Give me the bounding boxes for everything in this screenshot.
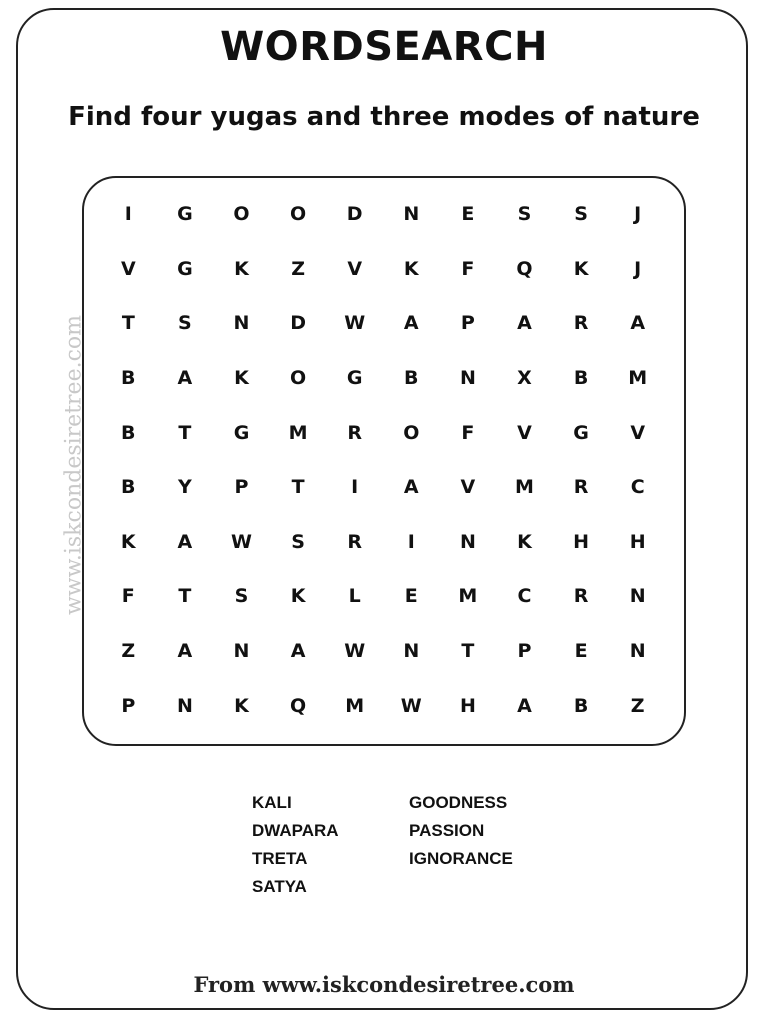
grid-cell-r10-c10[interactable]: Z: [630, 694, 645, 717]
watermark-text: www.iskcondesiretree.com: [61, 314, 87, 616]
footer-credit: From www.iskcondesiretree.com: [193, 972, 575, 997]
grid-cell-r7-c8[interactable]: K: [517, 530, 532, 553]
letter-grid: [100, 187, 666, 733]
grid-cell-r4-c8[interactable]: X: [517, 367, 532, 390]
grid-cell-r2-c3[interactable]: K: [234, 257, 249, 280]
grid-cell-r4-c9[interactable]: B: [573, 367, 589, 390]
grid-cell-r5-c4[interactable]: M: [288, 421, 308, 444]
grid-cell-r10-c3[interactable]: K: [234, 694, 249, 717]
grid-cell-r8-c1[interactable]: F: [121, 585, 135, 608]
grid-cell-r3-c2[interactable]: S: [178, 312, 192, 335]
grid-cell-r7-c10[interactable]: H: [629, 530, 646, 553]
grid-cell-r8-c5[interactable]: L: [348, 585, 361, 608]
grid-cell-r5-c6[interactable]: O: [403, 421, 420, 444]
grid-cell-r7-c1[interactable]: K: [120, 530, 136, 553]
grid-cell-r5-c10[interactable]: V: [630, 421, 646, 444]
grid-cell-r5-c9[interactable]: G: [573, 421, 589, 444]
word-list-item: GOODNESS: [409, 793, 508, 812]
grid-cell-r4-c10[interactable]: M: [628, 367, 648, 390]
grid-cell-r2-c4[interactable]: Z: [291, 257, 305, 280]
grid-cell-r1-c1[interactable]: I: [124, 203, 132, 226]
grid-cell-r5-c5[interactable]: R: [347, 421, 362, 444]
grid-cell-r6-c3[interactable]: P: [234, 476, 249, 499]
grid-cell-r9-c3[interactable]: N: [233, 640, 250, 663]
word-list-item: TRETA: [252, 849, 308, 868]
grid-cell-r5-c1[interactable]: B: [121, 421, 136, 444]
grid-cell-r6-c8[interactable]: M: [515, 476, 534, 499]
grid-cell-r9-c10[interactable]: N: [629, 640, 646, 663]
grid-cell-r2-c8[interactable]: Q: [516, 257, 533, 280]
grid-cell-r5-c8[interactable]: V: [517, 421, 532, 444]
grid-cell-r2-c9[interactable]: K: [573, 257, 589, 280]
grid-cell-r4-c6[interactable]: B: [404, 367, 419, 390]
grid-cell-r2-c5[interactable]: V: [347, 257, 363, 280]
word-list-item: DWAPARA: [252, 821, 339, 840]
grid-cell-r8-c10[interactable]: N: [629, 585, 646, 608]
grid-cell-r8-c2[interactable]: T: [178, 585, 192, 608]
grid-cell-r1-c4[interactable]: O: [290, 203, 307, 226]
grid-cell-r8-c7[interactable]: M: [458, 585, 478, 608]
grid-cell-r6-c10[interactable]: C: [630, 476, 645, 499]
grid-cell-r9-c1[interactable]: Z: [121, 640, 136, 663]
grid-cell-r1-c8[interactable]: S: [517, 203, 532, 226]
page-title: WORDSEARCH: [220, 24, 548, 70]
grid-cell-r10-c5[interactable]: M: [345, 694, 365, 717]
grid-cell-r3-c7[interactable]: P: [460, 312, 475, 335]
grid-cell-r5-c7[interactable]: F: [461, 421, 475, 444]
grid-cell-r7-c2[interactable]: A: [177, 530, 193, 553]
grid-cell-r8-c4[interactable]: K: [290, 585, 306, 608]
grid-cell-r10-c1[interactable]: P: [121, 694, 136, 717]
grid-cell-r6-c9[interactable]: R: [573, 476, 589, 499]
word-list-item: SATYA: [252, 877, 307, 896]
grid-cell-r5-c3[interactable]: G: [233, 421, 250, 444]
grid-cell-r2-c2[interactable]: G: [177, 257, 193, 280]
grid-cell-r9-c6[interactable]: N: [403, 640, 420, 663]
grid-cell-r4-c5[interactable]: G: [346, 367, 363, 390]
grid-cell-r8-c9[interactable]: R: [573, 585, 589, 608]
word-list-item: KALI: [252, 793, 292, 812]
grid-cell-r7-c5[interactable]: R: [347, 530, 362, 553]
grid-cell-r4-c4[interactable]: O: [290, 367, 307, 390]
grid-cell-r4-c2[interactable]: A: [177, 367, 193, 390]
grid-cell-r9-c9[interactable]: E: [574, 640, 588, 663]
grid-cell-r3-c3[interactable]: N: [233, 312, 250, 335]
grid-cell-r1-c9[interactable]: S: [574, 203, 588, 226]
grid-cell-r4-c3[interactable]: K: [234, 367, 249, 390]
grid-cell-r10-c7[interactable]: H: [459, 694, 476, 717]
grid-cell-r8-c6[interactable]: E: [404, 585, 418, 608]
grid-cell-r10-c2[interactable]: N: [176, 694, 193, 717]
grid-cell-r8-c3[interactable]: S: [234, 585, 249, 608]
grid-cell-r6-c4[interactable]: T: [291, 476, 305, 499]
grid-cell-r7-c9[interactable]: H: [573, 530, 590, 553]
grid-cell-r1-c2[interactable]: G: [177, 203, 193, 226]
grid-cell-r9-c8[interactable]: P: [517, 640, 532, 663]
grid-cell-r6-c5[interactable]: I: [351, 476, 359, 499]
grid-cell-r9-c7[interactable]: T: [461, 640, 475, 663]
grid-cell-r10-c4[interactable]: Q: [290, 694, 307, 717]
grid-cell-r3-c6[interactable]: A: [403, 312, 419, 335]
grid-cell-r3-c1[interactable]: T: [121, 312, 135, 335]
word-list-column-2: [409, 792, 513, 876]
grid-cell-r6-c2[interactable]: Y: [178, 476, 192, 499]
grid-cell-r7-c7[interactable]: N: [459, 530, 476, 553]
grid-cell-r6-c1[interactable]: B: [121, 476, 136, 499]
grid-cell-r3-c10[interactable]: A: [630, 312, 646, 335]
grid-cell-r1-c5[interactable]: D: [346, 203, 363, 226]
grid-cell-r4-c1[interactable]: B: [121, 367, 136, 390]
grid-cell-r5-c2[interactable]: T: [178, 421, 192, 444]
grid-cell-r6-c6[interactable]: A: [403, 476, 419, 499]
grid-cell-r4-c7[interactable]: N: [459, 367, 476, 390]
word-list-column-1: [252, 792, 339, 904]
grid-cell-r10-c8[interactable]: A: [517, 694, 532, 717]
grid-cell-r3-c9[interactable]: R: [573, 312, 589, 335]
grid-cell-r2-c6[interactable]: K: [403, 257, 419, 280]
grid-cell-r2-c10[interactable]: J: [634, 257, 642, 280]
grid-cell-r8-c8[interactable]: C: [517, 585, 532, 608]
grid-cell-r7-c6[interactable]: I: [407, 530, 415, 553]
grid-cell-r1-c10[interactable]: J: [634, 203, 642, 226]
grid-cell-r10-c6[interactable]: W: [400, 694, 422, 717]
grid-cell-r7-c4[interactable]: S: [291, 530, 305, 553]
puzzle-instructions: Find four yugas and three modes of nature: [68, 102, 700, 132]
grid-cell-r1-c7[interactable]: E: [461, 203, 475, 226]
grid-cell-r6-c7[interactable]: V: [460, 476, 476, 499]
grid-cell-r1-c3[interactable]: O: [233, 203, 250, 226]
grid-cell-r9-c4[interactable]: A: [290, 640, 306, 663]
grid-cell-r3-c5[interactable]: W: [344, 312, 366, 335]
grid-cell-r9-c5[interactable]: W: [344, 640, 366, 663]
grid-cell-r2-c1[interactable]: V: [120, 257, 136, 280]
grid-cell-r9-c2[interactable]: A: [177, 640, 193, 663]
grid-cell-r2-c7[interactable]: F: [461, 257, 475, 280]
grid-cell-r1-c6[interactable]: N: [403, 203, 420, 226]
word-list-item: PASSION: [409, 821, 485, 840]
grid-cell-r3-c4[interactable]: D: [290, 312, 306, 335]
grid-cell-r10-c9[interactable]: B: [573, 694, 589, 717]
word-list-item: IGNORANCE: [409, 849, 513, 868]
grid-cell-r7-c3[interactable]: W: [231, 530, 252, 553]
grid-cell-r3-c8[interactable]: A: [517, 312, 532, 335]
